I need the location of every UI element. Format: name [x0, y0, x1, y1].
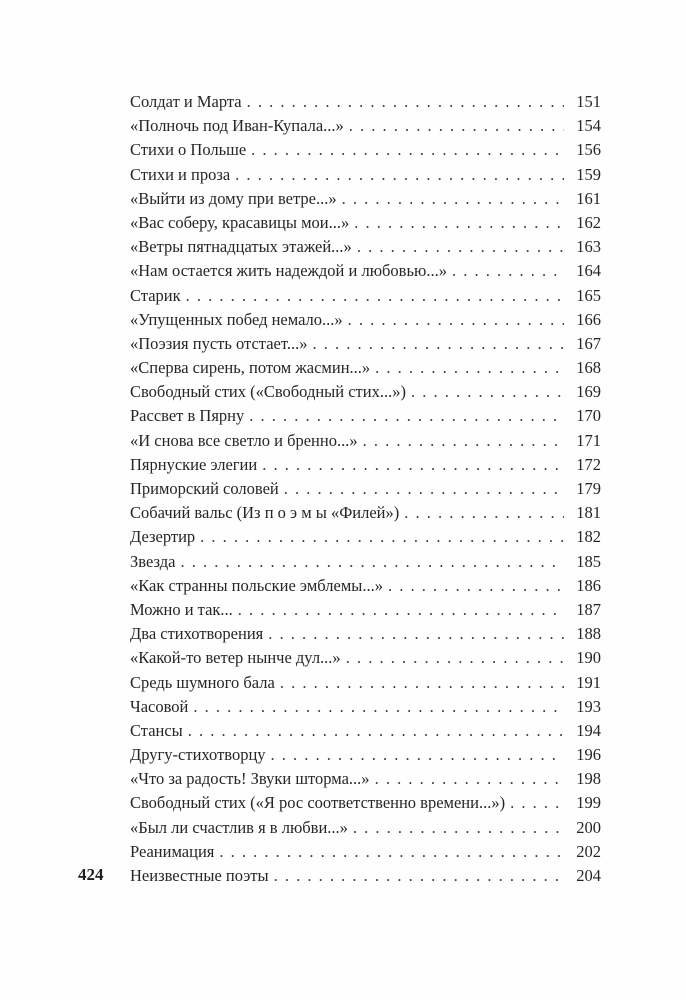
toc-entry-page: 194	[576, 720, 601, 740]
toc-entry-title: Часовой	[130, 696, 189, 716]
toc-entry	[130, 90, 601, 114]
toc-entry	[130, 187, 601, 211]
toc-entry-title: «Был ли счастлив я в любви...»	[130, 817, 348, 837]
dot-leader	[375, 356, 564, 380]
dot-leader	[262, 453, 564, 477]
dot-leader	[284, 477, 564, 501]
toc-entry	[130, 477, 601, 501]
toc-entry-page: 182	[576, 527, 601, 547]
toc-entry-page: 151	[576, 92, 601, 111]
toc-entry-title: «И снова все светло и бренно...»	[130, 430, 358, 450]
toc-entry-title: Рассвет в Пярну	[130, 406, 245, 426]
dot-leader	[375, 767, 564, 791]
dot-leader	[312, 332, 564, 356]
dot-leader	[411, 380, 564, 404]
dot-leader	[180, 550, 564, 574]
toc-entry-title: «Что за радость! Звуки шторма...»	[130, 769, 370, 789]
toc-entry-title: «Какой-то ветер нынче дул...»	[130, 648, 341, 668]
dot-leader	[238, 598, 564, 622]
toc-entry	[130, 550, 601, 574]
dot-leader	[219, 840, 564, 864]
toc-entry	[130, 429, 601, 453]
toc-entry-title: Звезда	[130, 551, 176, 571]
toc-entry-page: 199	[576, 793, 601, 813]
toc-entry-title: Свободный стих («Свободный стих...»)	[130, 382, 406, 402]
toc-entry-page: 154	[576, 116, 601, 136]
toc-entry	[130, 284, 601, 308]
toc-entry-page: 169	[576, 382, 601, 402]
toc-entry-title: Два стихотворения	[130, 624, 264, 644]
toc-entry	[130, 695, 601, 719]
dot-leader	[348, 308, 564, 332]
toc-entry	[130, 646, 601, 670]
toc-entry-page: 179	[576, 479, 601, 498]
dot-leader	[357, 235, 564, 259]
dot-leader	[235, 163, 564, 187]
toc-entry-title: Стихи о Польше	[130, 140, 247, 160]
toc-entry	[130, 211, 601, 235]
toc-entry-page: 190	[576, 648, 601, 668]
page-number: 424	[78, 865, 104, 884]
dot-leader	[510, 791, 564, 815]
toc-entry-page: 156	[576, 140, 601, 160]
toc-entry	[130, 114, 601, 138]
dot-leader	[346, 646, 564, 670]
toc-entry-page: 188	[576, 624, 601, 644]
toc-entry-page: 167	[576, 333, 601, 353]
dot-leader	[349, 114, 564, 138]
toc-entry	[130, 453, 601, 477]
toc-entry	[130, 622, 601, 646]
dot-leader	[200, 525, 564, 549]
dot-leader	[251, 138, 564, 162]
toc-entry-title: Реанимация	[130, 841, 215, 861]
toc-entry-title: «Ветры пятнадцатых этажей...»	[130, 237, 352, 257]
dot-leader	[249, 404, 564, 428]
toc-entry	[130, 308, 601, 332]
toc-entry	[130, 332, 601, 356]
dot-leader	[274, 864, 564, 888]
toc-entry-page: 165	[576, 285, 601, 305]
toc-entry-page: 202	[576, 841, 601, 861]
toc-entry-title: Неизвестные поэты	[130, 866, 269, 885]
toc-entry-page: 198	[576, 769, 601, 789]
toc-entry-page: 185	[576, 551, 601, 571]
toc-entry	[130, 816, 601, 840]
toc-entry-page: 187	[576, 599, 601, 619]
toc-entry-title: «Выйти из дому при ветре...»	[130, 188, 337, 208]
dot-leader	[247, 90, 564, 114]
toc-entry	[130, 743, 601, 767]
toc-entry-page: 193	[576, 696, 601, 716]
toc-entry-page: 171	[576, 430, 601, 450]
toc-entry	[130, 235, 601, 259]
toc-entry-title: Дезертир	[130, 527, 196, 547]
toc-entry	[130, 574, 601, 598]
toc-entry	[130, 719, 601, 743]
toc-entry	[130, 791, 601, 815]
toc-entry	[130, 525, 601, 549]
dot-leader	[186, 284, 564, 308]
toc-entry-title: Стансы	[130, 720, 183, 740]
toc-entry	[130, 598, 601, 622]
toc-entry-title: Свободный стих («Я рос соответственно времени...»)	[130, 793, 506, 813]
dot-leader	[363, 429, 564, 453]
dot-leader	[268, 622, 564, 646]
toc-entry-title: «Как странны польские эмблемы...»	[130, 575, 383, 595]
dot-leader	[280, 671, 564, 695]
toc-entry-page: 172	[576, 454, 601, 474]
toc-entry-title: Солдат и Марта	[130, 92, 242, 111]
toc-entry-page: 191	[576, 672, 601, 692]
toc-entry-page: 162	[576, 212, 601, 232]
dot-leader	[353, 816, 564, 840]
toc-entry-title: Старик	[130, 285, 181, 305]
toc-entry	[130, 767, 601, 791]
toc-entry-title: «Нам остается жить надеждой и любовью...»	[130, 261, 447, 281]
toc-entry	[130, 138, 601, 162]
toc-entry	[130, 259, 601, 283]
toc-entry-page: 168	[576, 358, 601, 378]
toc-entry	[130, 356, 601, 380]
toc-entry-title: Другу-стихотворцу	[130, 745, 266, 765]
toc-entry-title: «Поэзия пусть отстает...»	[130, 333, 308, 353]
toc-entry-title: Собачий вальс (Из п о э м ы «Филей»)	[130, 503, 400, 523]
toc-entry	[130, 163, 601, 187]
toc-entry-title: «Вас соберу, красавицы мои...»	[130, 212, 350, 232]
toc-entry	[130, 671, 601, 695]
toc-entry-title: Средь шумного бала	[130, 672, 275, 692]
toc-entry-title: Можно и так...	[130, 599, 233, 619]
dot-leader	[193, 695, 564, 719]
dot-leader	[188, 719, 564, 743]
dot-leader	[342, 187, 564, 211]
dot-leader	[354, 211, 564, 235]
toc-entry-title: Стихи и проза	[130, 164, 231, 184]
dot-leader	[388, 574, 564, 598]
toc-entry-page: 196	[576, 745, 601, 765]
toc-entry	[130, 840, 601, 864]
toc-entry	[130, 380, 601, 404]
toc-entry-title: Пярнуские элегии	[130, 454, 258, 474]
toc-entry-page: 200	[576, 817, 601, 837]
toc-entry-page: 181	[576, 503, 601, 523]
toc-entry-page: 161	[576, 188, 601, 208]
dot-leader	[404, 501, 564, 525]
toc-entry-page: 170	[576, 406, 601, 426]
toc-entry-title: «Полночь под Иван-Купала...»	[130, 116, 344, 136]
toc-entry-title: Приморский соловей	[130, 479, 279, 498]
toc-entry-title: «Упущенных побед немало...»	[130, 309, 343, 329]
toc-entry-page: 163	[576, 237, 601, 257]
toc-entry-title: «Сперва сирень, потом жасмин...»	[130, 358, 371, 378]
table-of-contents	[130, 90, 601, 888]
toc-entry	[130, 501, 601, 525]
toc-entry	[130, 864, 601, 888]
toc-entry-page: 186	[576, 575, 601, 595]
toc-entry-page: 164	[576, 261, 601, 281]
dot-leader	[271, 743, 564, 767]
toc-entry-page: 166	[576, 309, 601, 329]
dot-leader	[452, 259, 564, 283]
toc-entry-page: 204	[576, 866, 601, 885]
toc-entry	[130, 404, 601, 428]
toc-entry-page: 159	[576, 164, 601, 184]
